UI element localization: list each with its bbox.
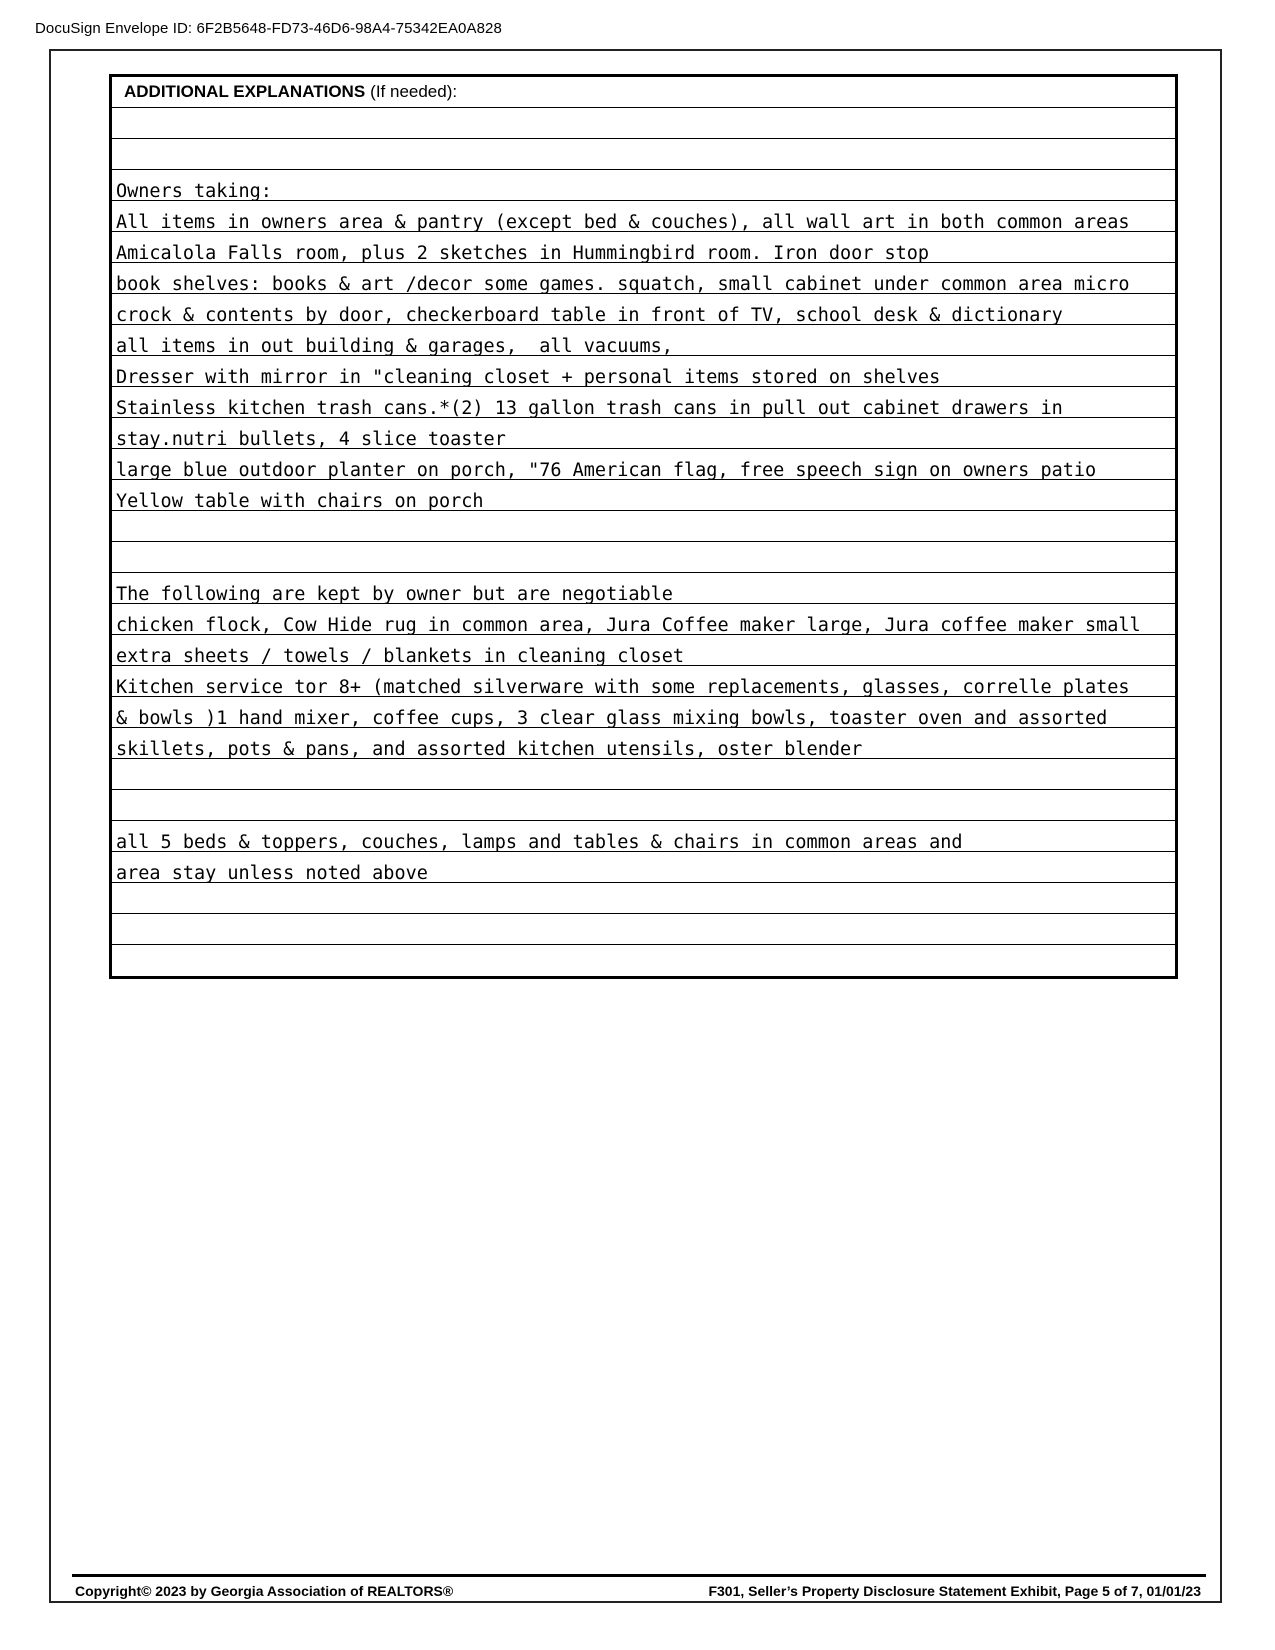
explanation-line-text: book shelves: books & art /decor some games. squatch, small cabinet under common area micro	[116, 274, 1130, 294]
footer-divider	[72, 1574, 1206, 1577]
explanation-line[interactable]	[112, 170, 1175, 201]
explanation-line-text: The following are kept by owner but are negotiable	[116, 584, 673, 604]
explanation-line-text: All items in owners area & pantry (except bed & couches), all wall art in both common areas	[116, 212, 1130, 232]
explanation-line[interactable]	[112, 449, 1175, 480]
explanation-line[interactable]	[112, 852, 1175, 883]
explanation-line[interactable]	[112, 387, 1175, 418]
explanation-line[interactable]	[112, 697, 1175, 728]
explanation-line-text: extra sheets / towels / blankets in cleaning closet	[116, 646, 685, 666]
explanation-line-text: crock & contents by door, checkerboard table in front of TV, school desk & dictionary	[116, 305, 1063, 325]
explanation-line[interactable]	[112, 294, 1175, 325]
explanation-line[interactable]	[112, 542, 1175, 573]
explanations-subtitle: (If needed):	[370, 82, 458, 101]
explanation-line[interactable]	[112, 511, 1175, 542]
explanation-line-text: all items in out building & garages, all vacuums,	[116, 336, 673, 356]
explanation-line-text: all 5 beds & toppers, couches, lamps and tables & chairs in common areas and	[116, 832, 963, 852]
additional-explanations-box	[109, 74, 1178, 979]
explanations-title: ADDITIONAL EXPLANATIONS	[124, 82, 366, 101]
explanation-line[interactable]	[112, 790, 1175, 821]
explanation-line-text: Dresser with mirror in "cleaning closet + personal items stored on shelves	[116, 367, 941, 387]
explanation-line[interactable]	[112, 883, 1175, 914]
footer-form-info: F301, Seller’s Property Disclosure Statement Exhibit, Page 5 of 7, 01/01/23	[708, 1583, 1201, 1599]
explanation-line-text: & bowls )1 hand mixer, coffee cups, 3 clear glass mixing bowls, toaster oven and assorted	[116, 708, 1108, 728]
explanation-line[interactable]	[112, 263, 1175, 294]
explanation-line[interactable]	[112, 418, 1175, 449]
explanation-line-text: area stay unless noted above	[116, 863, 428, 883]
explanation-line[interactable]	[112, 356, 1175, 387]
explanation-line-text: chicken flock, Cow Hide rug in common area, Jura Coffee maker large, Jura coffee maker small	[116, 615, 1141, 635]
explanation-line-text: Kitchen service tor 8+ (matched silverware with some replacements, glasses, correlle plates	[116, 677, 1130, 697]
footer-copyright: Copyright© 2023 by Georgia Association of REALTORS®	[75, 1583, 454, 1599]
explanation-line[interactable]	[112, 728, 1175, 759]
explanation-line[interactable]	[112, 666, 1175, 697]
explanation-line-text: Amicalola Falls room, plus 2 sketches in Hummingbird room. Iron door stop	[116, 243, 930, 263]
explanation-line[interactable]	[112, 759, 1175, 790]
explanation-line-text: stay.nutri bullets, 4 slice toaster	[116, 429, 506, 449]
explanation-line[interactable]	[112, 232, 1175, 263]
explanation-line[interactable]	[112, 914, 1175, 945]
explanations-header	[112, 77, 1175, 108]
explanation-line-text: Yellow table with chairs on porch	[116, 491, 484, 511]
explanation-line[interactable]	[112, 139, 1175, 170]
explanation-line[interactable]	[112, 108, 1175, 139]
explanation-line-text: large blue outdoor planter on porch, "76 American flag, free speech sign on owners patio	[116, 460, 1097, 480]
explanation-line[interactable]	[112, 945, 1175, 976]
explanation-line[interactable]	[112, 325, 1175, 356]
explanation-line-text: Owners taking:	[116, 181, 272, 201]
docusign-envelope-id: DocuSign Envelope ID: 6F2B5648-FD73-46D6-98A4-75342EA0A828	[35, 20, 502, 37]
explanation-lines	[112, 108, 1175, 976]
explanation-line[interactable]	[112, 821, 1175, 852]
explanation-line-text: skillets, pots & pans, and assorted kitchen utensils, oster blender	[116, 739, 863, 759]
explanation-line-text: Stainless kitchen trash cans.*(2) 13 gallon trash cans in pull out cabinet drawers in	[116, 398, 1063, 418]
explanation-line[interactable]	[112, 480, 1175, 511]
explanation-line[interactable]	[112, 635, 1175, 666]
explanation-line[interactable]	[112, 201, 1175, 232]
explanation-line[interactable]	[112, 604, 1175, 635]
explanation-line[interactable]	[112, 573, 1175, 604]
